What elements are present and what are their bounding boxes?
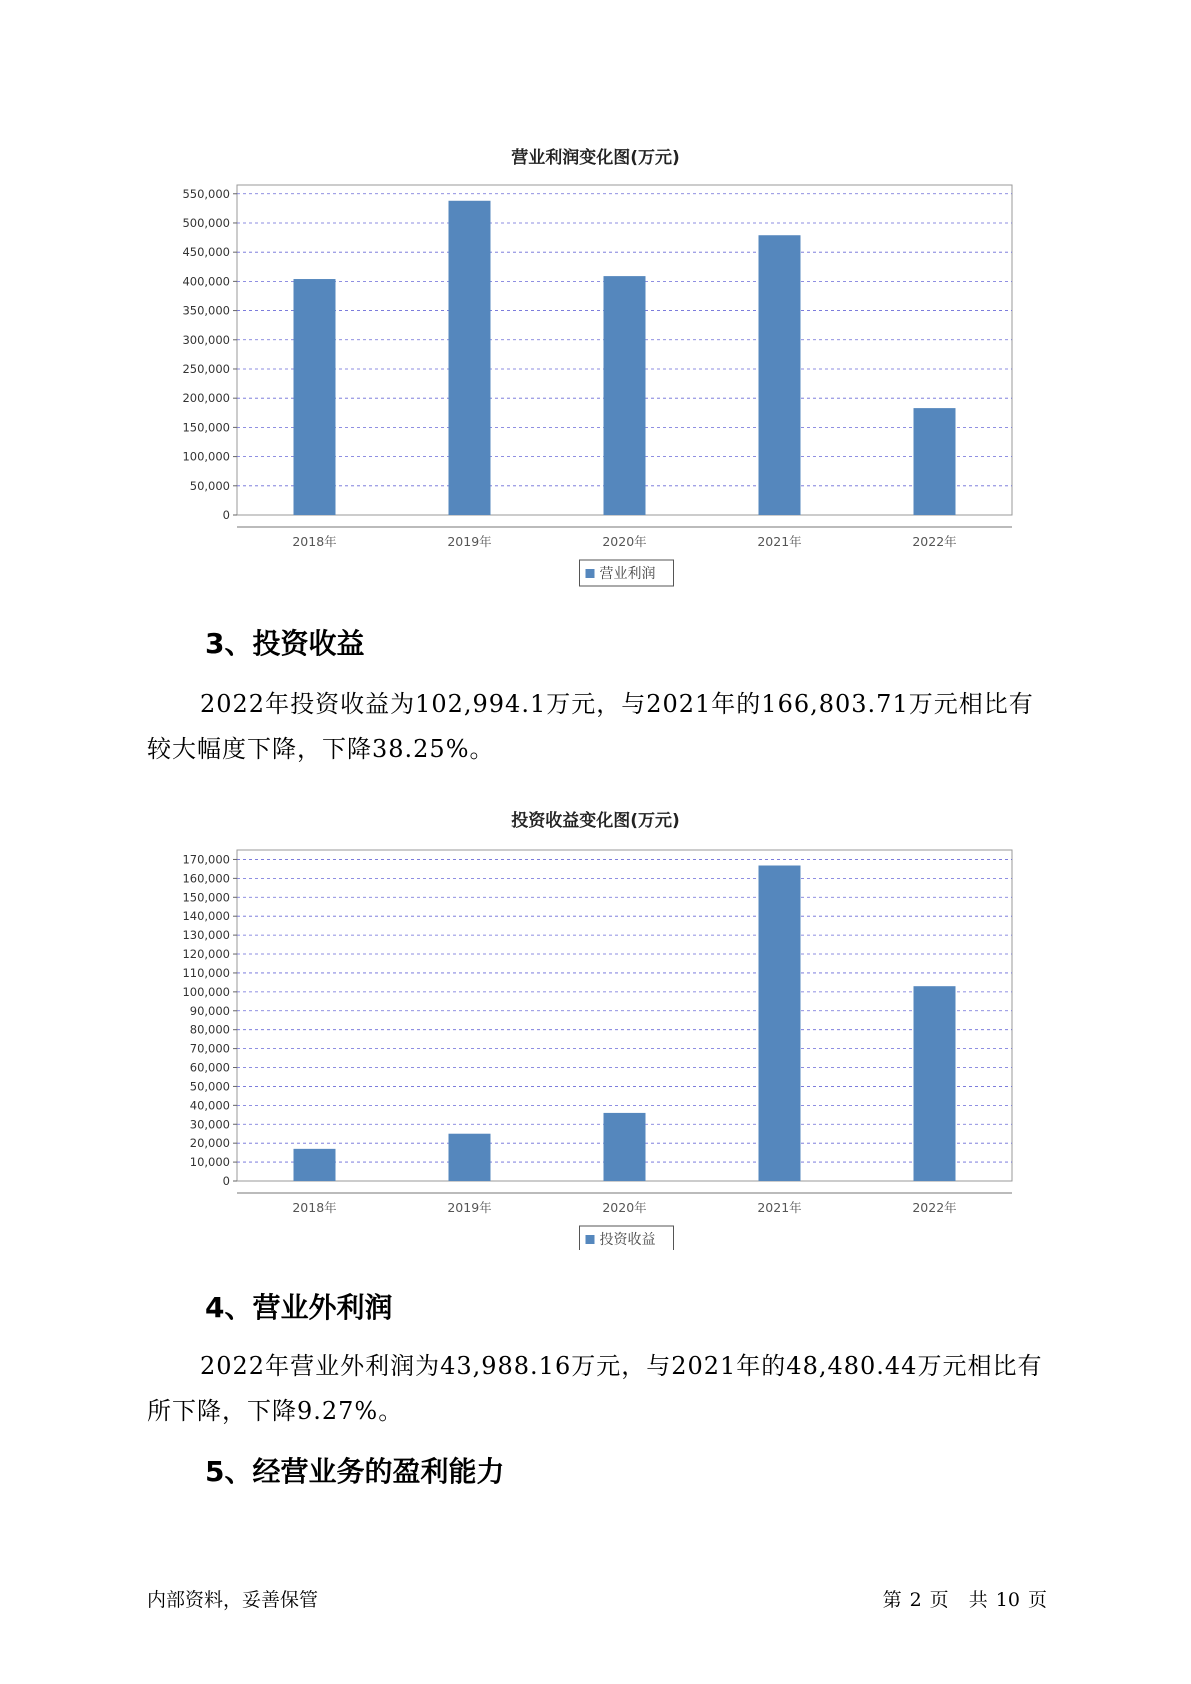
footer-page-number: 2 — [909, 1589, 922, 1611]
y-tick-label: 10,000 — [189, 1155, 230, 1170]
footer-page-suffix: 页 — [929, 1589, 949, 1611]
section4-paragraph: 2022年营业外利润为43,988.16万元，与2021年的48,480.44万元相比有所下降，下降9.27%。 — [147, 1352, 1043, 1425]
chart1-operating-profit — [0, 175, 1191, 615]
x-tick-label: 2020年 — [602, 1200, 647, 1215]
y-tick-label: 0 — [222, 1174, 230, 1188]
y-tick-label: 400,000 — [182, 274, 230, 289]
x-tick-label: 2021年 — [757, 1200, 802, 1215]
x-tick-label: 2019年 — [447, 1200, 492, 1215]
y-tick-label: 100,000 — [182, 449, 230, 464]
y-tick-label: 100,000 — [182, 984, 230, 999]
x-tick-label: 2018年 — [292, 1200, 337, 1215]
y-tick-label: 250,000 — [182, 361, 230, 376]
y-tick-label: 450,000 — [182, 245, 230, 260]
y-tick-label: 130,000 — [182, 928, 230, 943]
y-tick-label: 120,000 — [182, 947, 230, 962]
y-tick-label: 90,000 — [189, 1003, 230, 1018]
y-tick-label: 150,000 — [182, 890, 230, 905]
y-tick-label: 70,000 — [189, 1041, 230, 1056]
section4-heading: 4、营业外利润 — [205, 1291, 393, 1324]
y-tick-label: 30,000 — [189, 1117, 230, 1132]
y-tick-label: 550,000 — [182, 186, 230, 201]
bar-2019年 — [449, 201, 491, 515]
x-tick-label: 2019年 — [447, 534, 492, 549]
y-tick-label: 500,000 — [182, 215, 230, 230]
y-tick-label: 140,000 — [182, 909, 230, 924]
y-tick-label: 160,000 — [182, 871, 230, 886]
bar-2021年 — [759, 235, 801, 515]
y-tick-label: 170,000 — [182, 852, 230, 867]
bar-2020年 — [604, 276, 646, 515]
y-tick-label: 110,000 — [182, 965, 230, 980]
footer-total-prefix: 共 — [968, 1589, 988, 1611]
bar-2020年 — [604, 1113, 646, 1181]
footer-total-suffix: 页 — [1027, 1589, 1047, 1611]
y-tick-label: 150,000 — [182, 420, 230, 435]
x-tick-label: 2021年 — [757, 534, 802, 549]
bar-2022年 — [914, 408, 956, 515]
footer-confidential-note: 内部资料，妥善保管 — [147, 1589, 319, 1611]
legend-label: 投资收益 — [599, 1232, 656, 1248]
chart1-title: 营业利润变化图(万元) — [511, 148, 680, 168]
section3-paragraph: 2022年投资收益为102,994.1万元，与2021年的166,803.71万元相比有较大幅度下降，下降38.25%。 — [147, 690, 1034, 763]
section3-heading: 3、投资收益 — [205, 627, 365, 660]
footer-page-info — [879, 1585, 1051, 1612]
bar-2018年 — [294, 279, 336, 515]
y-tick-label: 350,000 — [182, 303, 230, 318]
footer-total-number: 10 — [995, 1589, 1020, 1611]
y-tick-label: 20,000 — [189, 1136, 230, 1151]
x-tick-label: 2020年 — [602, 534, 647, 549]
bar-2021年 — [759, 866, 801, 1181]
x-tick-label: 2022年 — [912, 534, 957, 549]
chart2-investment-income — [0, 840, 1191, 1250]
y-tick-label: 50,000 — [189, 478, 230, 493]
y-tick-label: 200,000 — [182, 391, 230, 406]
legend-label: 营业利润 — [599, 566, 656, 582]
y-tick-label: 0 — [222, 508, 230, 522]
x-tick-label: 2022年 — [912, 1200, 957, 1215]
y-tick-label: 40,000 — [189, 1098, 230, 1113]
section5-heading: 5、经营业务的盈利能力 — [205, 1455, 505, 1488]
footer-page-prefix: 第 — [882, 1589, 902, 1611]
bar-2022年 — [914, 986, 956, 1181]
y-tick-label: 50,000 — [189, 1079, 230, 1094]
y-tick-label: 80,000 — [189, 1022, 230, 1037]
y-tick-label: 300,000 — [182, 332, 230, 347]
legend-swatch — [586, 569, 595, 578]
legend-swatch — [586, 1235, 595, 1244]
y-tick-label: 60,000 — [189, 1060, 230, 1075]
bar-2019年 — [449, 1134, 491, 1181]
x-tick-label: 2018年 — [292, 534, 337, 549]
chart2-title: 投资收益变化图(万元) — [511, 811, 680, 831]
bar-2018年 — [294, 1149, 336, 1181]
